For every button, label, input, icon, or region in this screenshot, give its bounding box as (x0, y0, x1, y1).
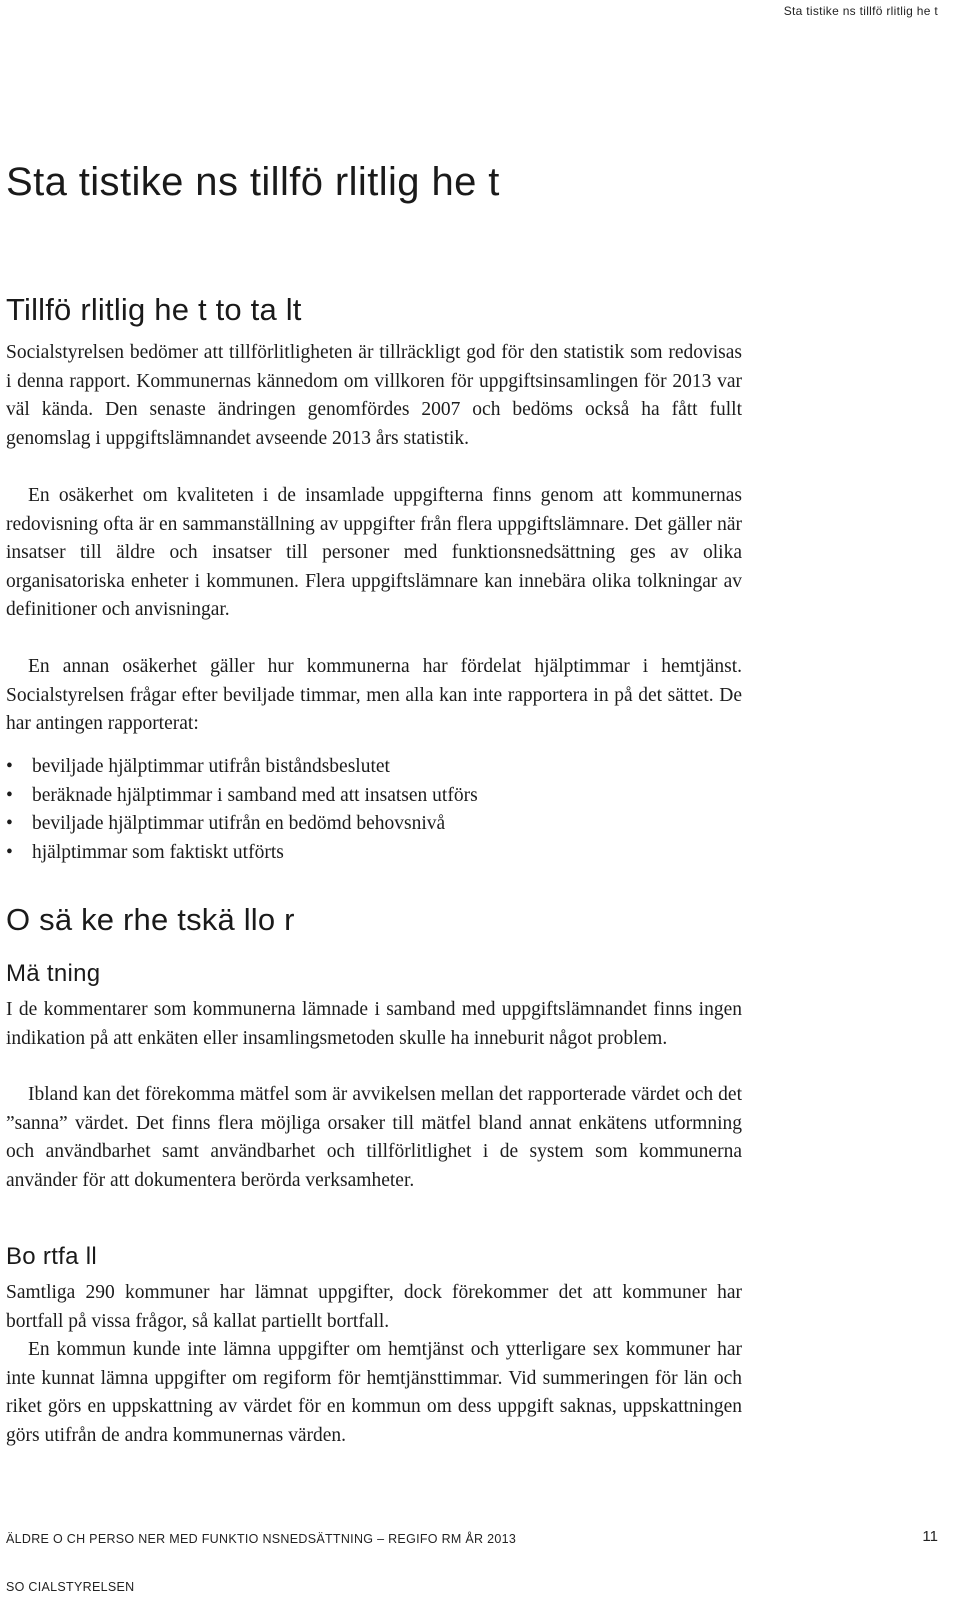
footer-organization: SO CIALSTYRELSEN (6, 1580, 135, 1594)
subheading-dropout: Bo rtfa ll (6, 1243, 98, 1270)
hours-bullet-list (6, 753, 742, 867)
list-item: • beviljade hjälptimmar utifrån en bedömd behovsnivå (6, 810, 742, 839)
subheading-measurement: Mä tning (6, 960, 101, 987)
paragraph-measurement-1: I de kommentarer som kommunerna lämnade i samband med uppgiftslämnandet finns ingen indikation på att enkäten eller insamlingsmetoden skulle ha inneburit något problem. (6, 999, 742, 1049)
list-item: • beviljade hjälptimmar utifrån biståndsbeslutet (6, 753, 742, 782)
section-heading-sources: O sä ke rhe tskä llo r (6, 902, 295, 937)
page-title: Sta tistike ns tillfö rlitlig he t (6, 160, 500, 204)
paragraph-dropout-2: En kommun kunde inte lämna uppgifter om hemtjänst och ytterligare sex kommuner har inte kunnat lämna uppgifter om regiform för hemtjänsttimmar. Vid summeringen för län och riket görs en uppskattning av värdet för en kommun om dess uppgift saknas, uppskattningen görs utifrån de andra kommunernas värden. (6, 1339, 742, 1446)
list-item: • hjälptimmar som faktiskt utförts (6, 839, 742, 868)
paragraph-total-3: En annan osäkerhet gäller hur kommunerna har fördelat hjälptimmar i hemtjänst. Socialstyrelsen frågar efter beviljade timmar, men alla kan inte rapportera in på det sättet. De har antingen rapporterat: (6, 656, 742, 735)
list-item: • beräknade hjälptimmar i samband med att insatsen utförs (6, 782, 742, 811)
paragraph-dropout-1: Samtliga 290 kommuner har lämnat uppgifter, dock förekommer det att kommuner har bortfall på vissa frågor, så kallat partiellt bortfall. (6, 1282, 742, 1332)
page-number: 11 (922, 1528, 938, 1545)
footer-report-title: ÄLDRE O CH PERSO NER MED FUNKTIO NSNEDSÄTTNING – REGIFO RM ÅR 2013 (6, 1532, 517, 1546)
paragraph-total-1: Socialstyrelsen bedömer att tillförlitligheten är tillräckligt god för den statistik som redovisas i denna rapport. Kommunernas kännedom om villkoren för uppgiftsinsamlingen för 2013 var väl kända. Den senaste ändringen genomfördes 2007 och bedöms också ha fått fullt genomslag i uppgiftslämnandet avseende 2013 års statistik. (6, 342, 742, 449)
paragraph-measurement-2: Ibland kan det förekomma mätfel som är avvikelsen mellan det rapporterade värdet och det ”sanna” värdet. Det finns flera möjliga orsaker till mätfel bland annat enkätens utformning och användbarhet samt användbarhet och tillförlitlighet i de system som kommunerna använder för att dokumentera berörda verksamheter. (6, 1084, 742, 1191)
running-head: Sta tistike ns tillfö rlitlig he t (783, 4, 938, 18)
section-heading-total: Tillfö rlitlig he t to ta lt (6, 292, 302, 327)
paragraph-total-2: En osäkerhet om kvaliteten i de insamlade uppgifterna finns genom att kommunernas redovisning ofta är en sammanställning av uppgifter från flera uppgiftslämnare. Det gäller när insatser till äldre och insatser till personer med funktionsnedsättning ges av olika organisatoriska enheter i kommunen. Flera uppgiftslämnare kan innebära olika tolkningar av definitioner och anvisningar. (6, 485, 742, 621)
